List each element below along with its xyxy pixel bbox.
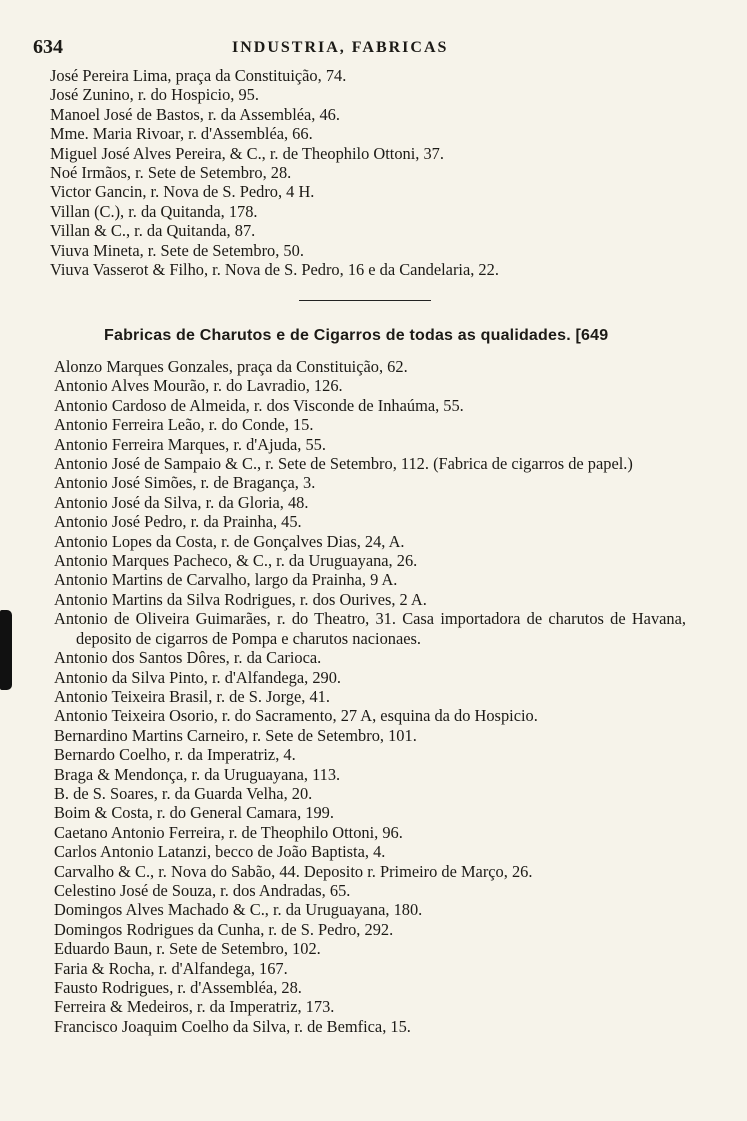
list-item: Bernardo Coelho, r. da Imperatriz, 4. (54, 745, 296, 765)
list-item: Antonio Alves Mourão, r. do Lavradio, 126. (54, 376, 343, 396)
list-item: Alonzo Marques Gonzales, praça da Constituição, 62. (54, 357, 408, 376)
list-item: Caetano Antonio Ferreira, r. de Theophilo Ottoni, 96. (54, 822, 403, 842)
list-item: Domingos Rodrigues da Cunha, r. de S. Pedro, 292. (54, 919, 394, 939)
page-header (0, 36, 747, 62)
cigar-factories-list (54, 357, 686, 1036)
list-item: Viuva Vasserot & Filho, r. Nova de S. Pedro, 16 e da Candelaria, 22. (50, 260, 499, 280)
list-item: Manoel José de Bastos, r. da Assembléa, 46. (50, 104, 340, 124)
section-divider (299, 300, 431, 301)
list-item: Carvalho & C., r. Nova do Sabão, 44. Deposito r. Primeiro de Março, 26. (54, 861, 533, 881)
list-item: Antonio Ferreira Leão, r. do Conde, 15. (54, 415, 314, 435)
list-item: Celestino José de Souza, r. dos Andradas, 65. (54, 880, 351, 900)
list-item: Mme. Maria Rivoar, r. d'Assembléa, 66. (50, 124, 313, 144)
list-item: Miguel José Alves Pereira, & C., r. de Theophilo Ottoni, 37. (50, 143, 444, 163)
running-title: INDUSTRIA, FABRICAS (232, 39, 449, 56)
list-item: Eduardo Baun, r. Sete de Setembro, 102. (54, 939, 321, 959)
list-item: Faria & Rocha, r. d'Alfandega, 167. (54, 958, 288, 978)
list-item: Carlos Antonio Latanzi, becco de João Baptista, 4. (54, 842, 386, 862)
list-item: Antonio Martins de Carvalho, largo da Prainha, 9 A. (54, 570, 398, 590)
list-item: Antonio José da Silva, r. da Gloria, 48. (54, 492, 309, 512)
list-item: Antonio Lopes da Costa, r. de Gonçalves Dias, 24, A. (54, 531, 405, 551)
directory-list-continued (50, 66, 710, 279)
list-item: Antonio Ferreira Marques, r. d'Ajuda, 55. (54, 434, 326, 454)
list-item: Antonio de Oliveira Guimarães, r. do Theatro, 31. Casa importadora de charutos de Havana, deposito de cigarros de Pompa e charutos nacionaes. (54, 609, 686, 648)
list-item: Antonio Teixeira Osorio, r. do Sacramento, 27 A, esquina da do Hospicio. (54, 706, 538, 726)
list-item: Antonio dos Santos Dôres, r. da Carioca. (54, 648, 322, 668)
list-item: José Pereira Lima, praça da Constituição, 74. (50, 66, 347, 85)
page-edge-mark (0, 610, 12, 690)
list-item: Villan & C., r. da Quitanda, 87. (50, 221, 256, 241)
list-item: Antonio Marques Pacheco, & C., r. da Uruguayana, 26. (54, 551, 418, 571)
section-heading: Fabricas de Charutos e de Cigarros de todas as qualidades. [649 (104, 327, 609, 344)
list-item: Antonio José Pedro, r. da Prainha, 45. (54, 512, 302, 532)
list-item: Antonio Teixeira Brasil, r. de S. Jorge, 41. (54, 686, 330, 706)
list-item: Boim & Costa, r. do General Camara, 199. (54, 803, 334, 823)
list-item: Francisco Joaquim Coelho da Silva, r. de Bemfica, 15. (54, 1016, 411, 1036)
list-item: Bernardino Martins Carneiro, r. Sete de Setembro, 101. (54, 725, 417, 745)
list-item: B. de S. Soares, r. da Guarda Velha, 20. (54, 783, 313, 803)
list-item: Viuva Mineta, r. Sete de Setembro, 50. (50, 240, 304, 260)
list-item: José Zunino, r. do Hospicio, 95. (50, 85, 259, 105)
list-item: Domingos Alves Machado & C., r. da Uruguayana, 180. (54, 900, 423, 920)
list-item: Antonio José de Sampaio & C., r. Sete de Setembro, 112. (Fabrica de cigarros de papel.) (54, 454, 633, 474)
list-item: Noé Irmãos, r. Sete de Setembro, 28. (50, 163, 292, 183)
list-item: Antonio Martins da Silva Rodrigues, r. dos Ourives, 2 A. (54, 589, 427, 609)
list-item: Victor Gancin, r. Nova de S. Pedro, 4 H. (50, 182, 315, 202)
list-item: Fausto Rodrigues, r. d'Assembléa, 28. (54, 978, 302, 997)
list-item: Braga & Mendonça, r. da Uruguayana, 113. (54, 764, 341, 784)
list-item: Villan (C.), r. da Quitanda, 178. (50, 201, 258, 221)
page-number: 634 (33, 36, 63, 58)
list-item: Antonio José Simões, r. de Bragança, 3. (54, 473, 316, 493)
list-item: Ferreira & Medeiros, r. da Imperatriz, 173. (54, 997, 335, 1017)
list-item: Antonio da Silva Pinto, r. d'Alfandega, 290. (54, 667, 342, 687)
list-item: Antonio Cardoso de Almeida, r. dos Visconde de Inhaúma, 55. (54, 395, 464, 415)
